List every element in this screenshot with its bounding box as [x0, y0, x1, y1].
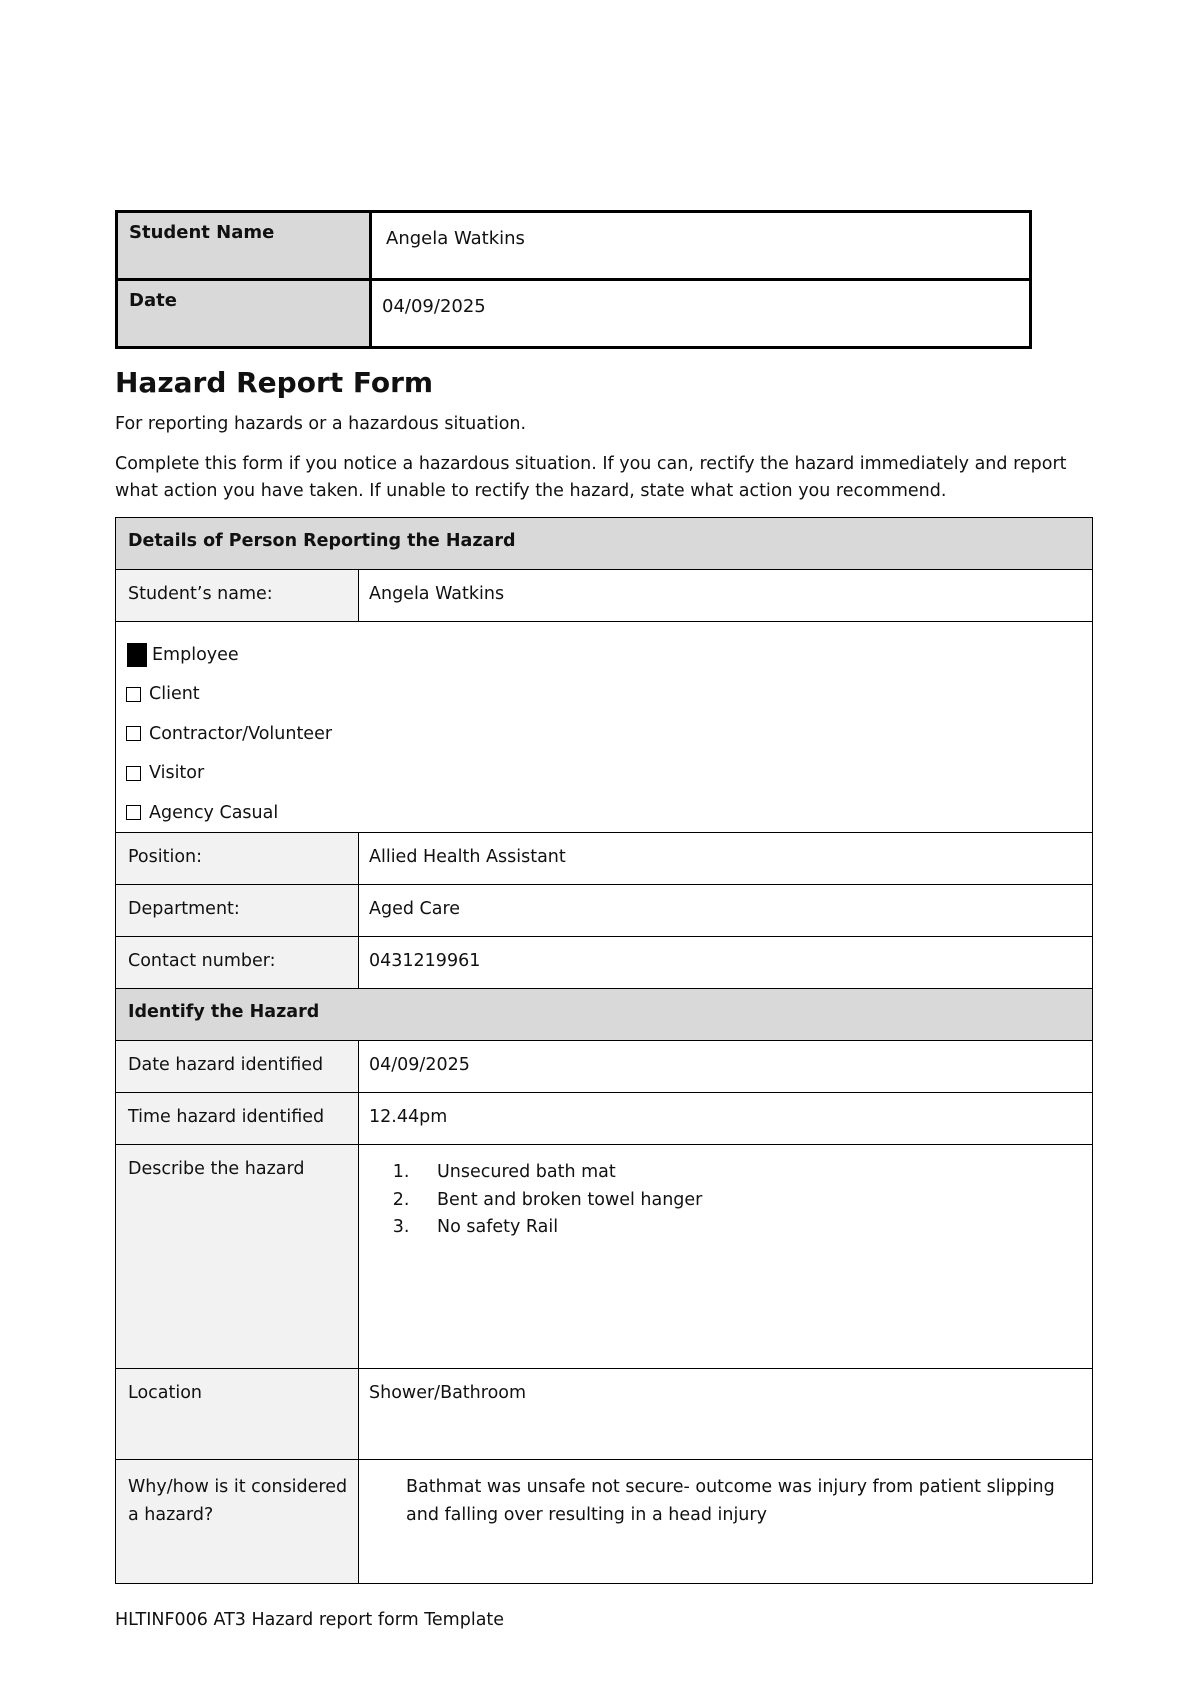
location-label: Location	[116, 1369, 359, 1460]
describe-hazard-value	[359, 1145, 1093, 1369]
date-value: 04/09/2025	[371, 280, 1031, 348]
list-item: 2. Bent and broken towel hanger	[415, 1187, 1092, 1215]
role-label: Client	[149, 684, 200, 705]
checkbox[interactable]	[126, 726, 141, 741]
page-title: Hazard Report Form	[115, 366, 434, 399]
checkbox[interactable]	[126, 766, 141, 781]
role-option-agency-casual[interactable]	[126, 793, 1092, 833]
instructions-text: Complete this form if you notice a hazardous situation. If you can, rectify the hazard immediately and report what action you have taken. If unable to rectify the hazard, state what action you recommend.	[115, 454, 1067, 501]
checkbox[interactable]	[127, 643, 147, 667]
role-checkbox-group	[116, 622, 1093, 833]
page-subtitle: For reporting hazards or a hazardous situation.	[115, 414, 527, 434]
student-info-table	[115, 210, 1032, 349]
hazard-report-table	[115, 517, 1093, 1584]
checkbox[interactable]	[126, 687, 141, 702]
hazard-list	[369, 1159, 1092, 1242]
section-header-identify-hazard: Identify the Hazard	[116, 989, 1093, 1041]
time-identified-label: Time hazard identified	[116, 1093, 359, 1145]
student-name-value: Angela Watkins	[371, 212, 1031, 280]
position-label: Position:	[116, 833, 359, 885]
location-value: Shower/Bathroom	[359, 1369, 1093, 1460]
date-identified-label: Date hazard identified	[116, 1041, 359, 1093]
role-option-employee[interactable]	[126, 635, 1092, 675]
role-option-contractor-volunteer[interactable]	[126, 714, 1092, 754]
date-identified-value: 04/09/2025	[359, 1041, 1093, 1093]
section-header-reporter: Details of Person Reporting the Hazard	[116, 518, 1093, 570]
role-label: Agency Casual	[149, 802, 279, 823]
list-item: 1. Unsecured bath mat	[415, 1159, 1092, 1187]
describe-hazard-label: Describe the hazard	[116, 1145, 359, 1369]
role-label: Contractor/Volunteer	[149, 723, 333, 744]
role-option-client[interactable]	[126, 675, 1092, 715]
role-label: Visitor	[149, 763, 205, 784]
contact-number-value: 0431219961	[359, 937, 1093, 989]
position-value: Allied Health Assistant	[359, 833, 1093, 885]
time-identified-value: 12.44pm	[359, 1093, 1093, 1145]
why-hazard-value: Bathmat was unsafe not secure- outcome was injury from patient slipping and falling over resulting in a head injury	[359, 1460, 1093, 1584]
why-hazard-label: Why/how is it considered a hazard?	[116, 1460, 359, 1584]
checkbox[interactable]	[126, 805, 141, 820]
contact-number-label: Contact number:	[116, 937, 359, 989]
reporter-name-value: Angela Watkins	[359, 570, 1093, 622]
department-label: Department:	[116, 885, 359, 937]
role-label: Employee	[152, 644, 239, 665]
role-option-visitor[interactable]	[126, 754, 1092, 794]
list-item: 3. No safety Rail	[415, 1214, 1092, 1242]
student-name-label: Student Name	[117, 212, 371, 280]
department-value: Aged Care	[359, 885, 1093, 937]
footer-text: HLTINF006 AT3 Hazard report form Template	[115, 1610, 505, 1630]
reporter-name-label: Student’s name:	[116, 570, 359, 622]
date-label: Date	[117, 280, 371, 348]
